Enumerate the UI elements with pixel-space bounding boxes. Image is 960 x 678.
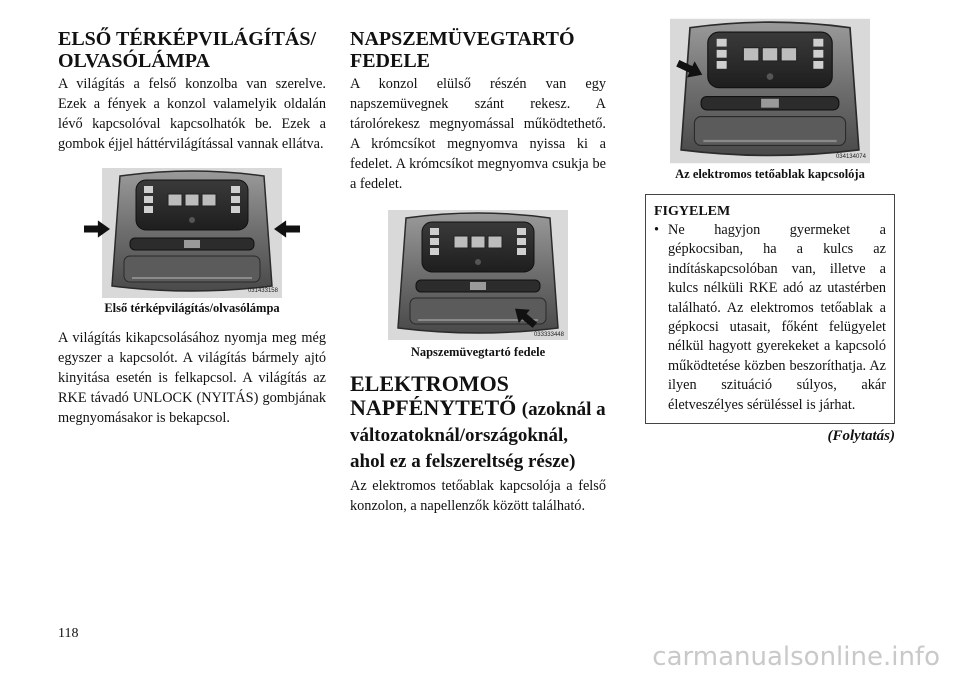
figure-code: 034134074: [835, 154, 866, 160]
overhead-console-image: [388, 208, 568, 342]
sunroof-body: Az elektromos tetőablak kapcsolója a felső konzolon, a napellenzők között található.: [350, 478, 606, 514]
column-1: [58, 28, 326, 428]
map-light-intro: A világítás a felső konzolba van szerelve. Ezek a fények a konzol valamelyik oldalán lévő kapcsolóval kapcsolhatók be. Ezek a gombok éjjel háttérvilágítással vannak ellátva.: [58, 76, 326, 152]
overhead-console-image: [670, 18, 870, 164]
warning-item: [654, 221, 886, 415]
page-number: 118: [58, 626, 79, 641]
bullet-icon: •: [654, 222, 660, 238]
column-2: [350, 28, 606, 516]
arrow-right-icon: [274, 220, 300, 238]
section-heading-map-light: ELSŐ TÉRKÉPVILÁGÍTÁS/ OLVASÓLÁMPA: [58, 28, 317, 72]
sunglasses-body: A konzol elülső részén van egy napszemüvegnek szánt rekesz. A tárolórekesz megnyomással működtethető. A krómcsíkot megnyomva nyissa ki a fedelet. A krómcsíkot megnyomva csukja be a fedelet.: [350, 76, 606, 192]
figure-code: 033333448: [533, 332, 564, 338]
warning-box: [645, 194, 895, 424]
sunglasses-figure: [388, 208, 568, 342]
sunroof-switch-caption: Az elektromos tetőablak kapcsolója: [675, 167, 865, 181]
overhead-console-image: [102, 168, 282, 298]
section-heading-sunroof: [350, 372, 606, 474]
arrow-left-icon: [84, 220, 110, 238]
sunroof-heading-main: ELEKTROMOS NAPFÉNYTETŐ: [350, 371, 517, 420]
watermark: carmanualsonline.info: [652, 642, 940, 672]
continued-label: (Folytatás): [827, 428, 895, 445]
section-heading-sunglasses: NAPSZEMÜVEGTARTÓ FEDELE: [350, 28, 575, 72]
sunroof-switch-figure: [670, 18, 870, 164]
map-light-caption: Első térképvilágítás/olvasólámpa: [104, 301, 280, 315]
map-light-body: A világítás kikapcsolásához nyomja meg még egyszer a kapcsolót. A világítás bármely ajtó kinyitása esetén is felkapcsol. A világítás az RKE távadó UNLOCK (NYITÁS) gombjának megnyomásakor is bekapcsol.: [58, 330, 326, 426]
sunroof-heading-sub: (azoknál a változatoknál/országoknál, ahol ez a felszereltség része): [350, 399, 606, 472]
warning-title: FIGYELEM: [654, 204, 731, 219]
column-3: [645, 18, 895, 445]
warning-text: Ne hagyjon gyermeket a gépkocsiban, ha a kulcs az indításkapcsolóban van, illetve a kulcs nélküli RKE adó az utastérben található. Az elektromos tetőablak a gépkocsi utasait, főként felügyelet nélkül hagyott gyerekeket a kapcsoló működtetése közben beszoríthatja. Az ilyen szituáció súlyos, akár életveszélyes sérüléssel is járhat.: [668, 222, 886, 413]
sunglasses-caption: Napszemüvegtartó fedele: [410, 345, 546, 359]
figure-code: 031433158: [247, 288, 278, 294]
map-light-figure: [102, 168, 282, 298]
